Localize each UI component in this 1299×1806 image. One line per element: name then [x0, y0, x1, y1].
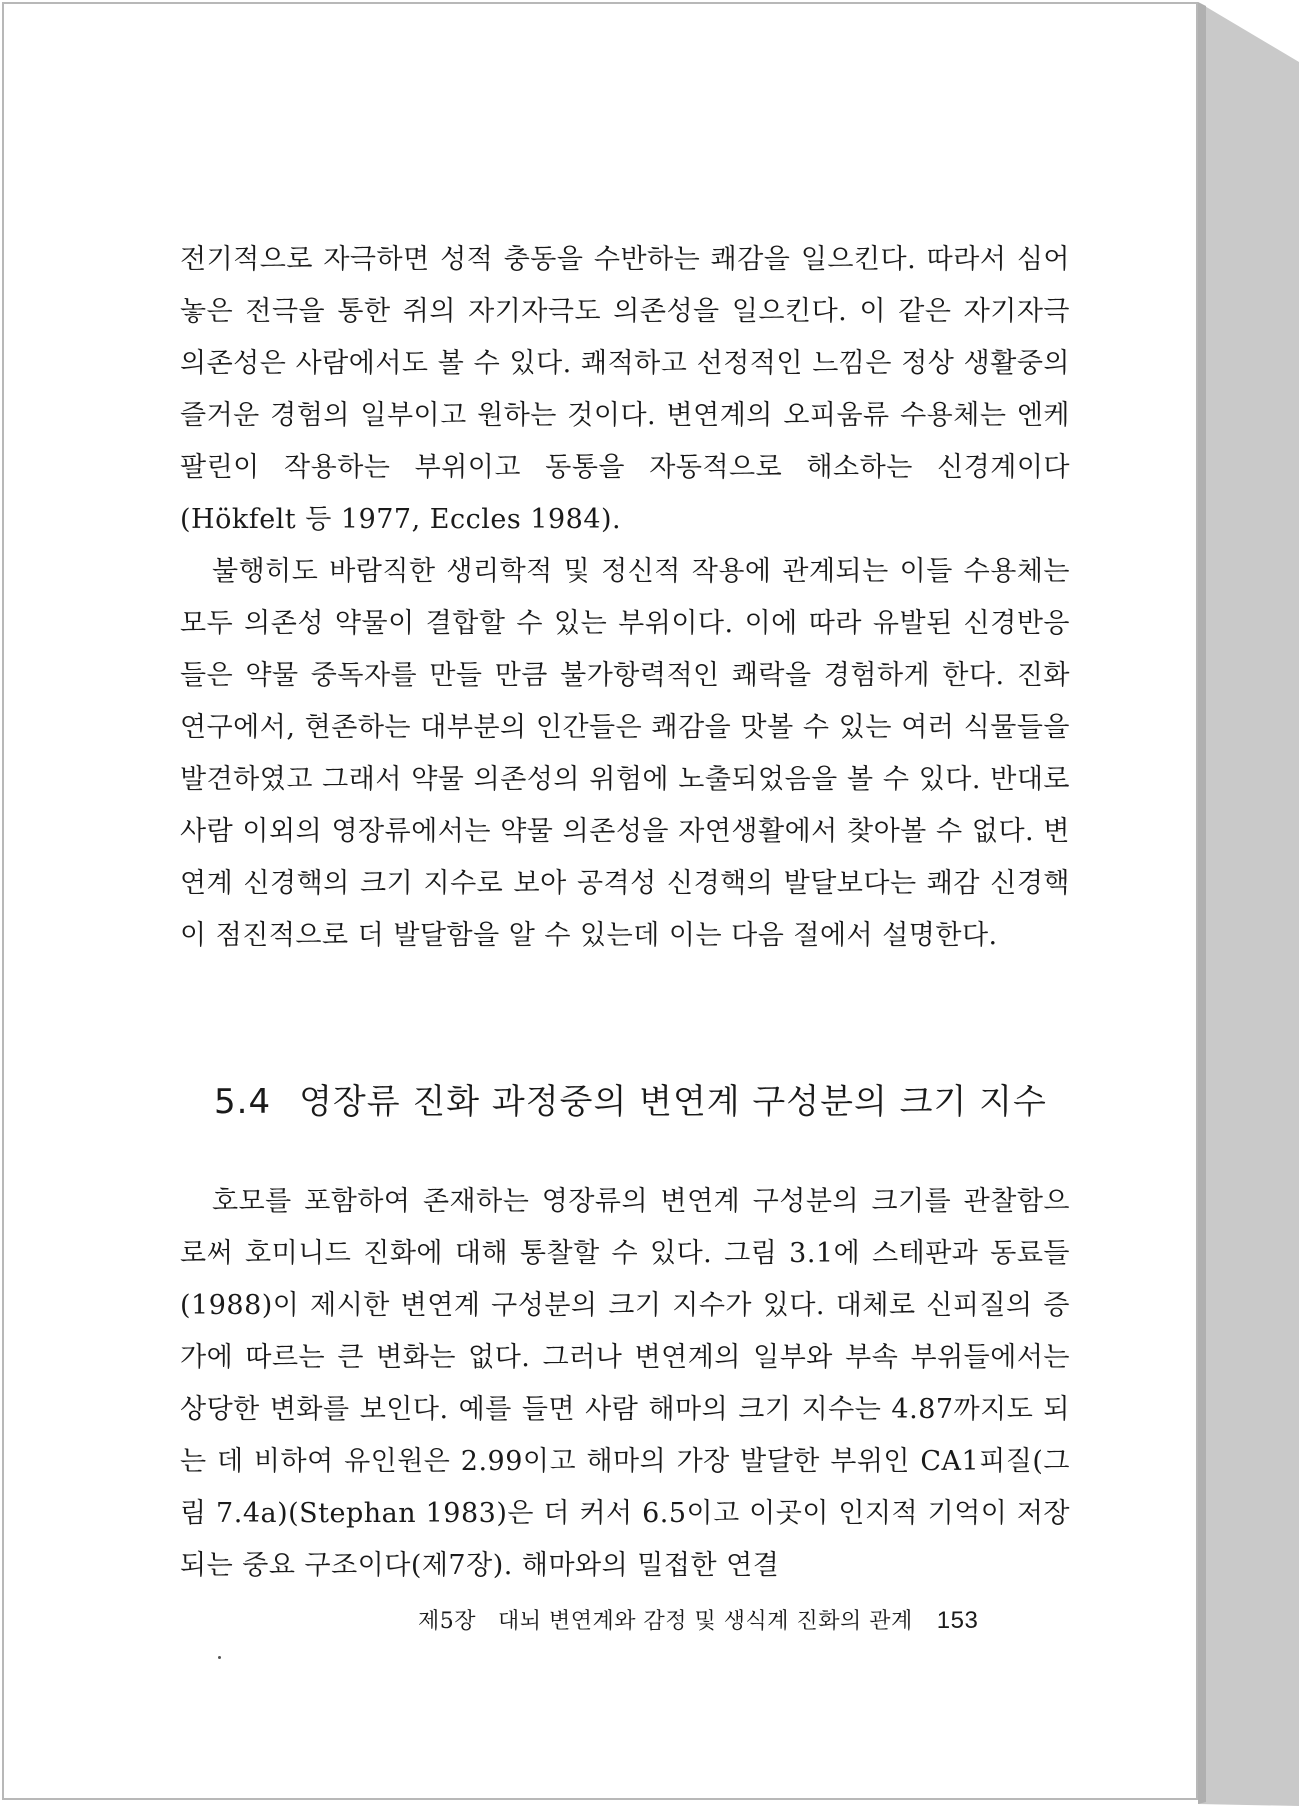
paragraph-1: 전기적으로 자극하면 성적 충동을 수반하는 쾌감을 일으킨다. 따라서 심어 놓은 전극을 통한 쥐의 자기자극도 의존성을 일으킨다. 이 같은 자기자극 의존성은 사람에서도 볼 수 있다. 쾌적하고 선정적인 느낌은 정상 생활중의 즐거운 경험의 일부이고 원하는 것이다. 변연계의 오피움류 수용체는 엔케팔린이 작용하는 부위이고 동통을 자동적으로 해소하는 신경계이다(Hökfelt 등 1977, Eccles 1984).	[180, 244, 1070, 535]
book-page	[2, 2, 1198, 1800]
section-heading	[214, 1074, 1047, 1123]
page-footer	[418, 1604, 978, 1635]
section-number: 5.4	[214, 1082, 272, 1122]
paragraph-2: 불행히도 바람직한 생리학적 및 정신적 작용에 관계되는 이들 수용체는 모두 의존성 약물이 결합할 수 있는 부위이다. 이에 따라 유발된 신경반응들은 약물 중독자를 만들 만큼 불가항력적인 쾌락을 경험하게 한다. 진화 연구에서, 현존하는 대부분의 인간들은 쾌감을 맛볼 수 있는 여러 식물들을 발견하였고 그래서 약물 의존성의 위험에 노출되었음을 볼 수 있다. 반대로 사람 이외의 영장류에서는 약물 의존성을 자연생활에서 찾아볼 수 없다. 변연계 신경핵의 크기 지수로 보아 공격성 신경핵의 발달보다는 쾌감 신경핵이 점진적으로 더 발달함을 알 수 있는데 이는 다음 절에서 설명한다.	[180, 556, 1070, 951]
page-number: 153	[936, 1607, 979, 1634]
paragraph-3: 호모를 포함하여 존재하는 영장류의 변연계 구성분의 크기를 관찰함으로써 호미니드 진화에 대해 통찰할 수 있다. 그림 3.1에 스테판과 동료들(1988)이 제시한 변연계 구성분의 크기 지수가 있다. 대체로 신피질의 증가에 따르는 큰 변화는 없다. 그러나 변연계의 일부와 부속 부위들에서는 상당한 변화를 보인다. 예를 들면 사람 해마의 크기 지수는 4.87까지도 되는 데 비하여 유인원은 2.99이고 해마의 가장 발달한 부위인 CA1피질(그림 7.4a)(Stephan 1983)은 더 커서 6.5이고 이곳이 인지적 기억이 저장되는 중요 구조이다(제7장). 해마와의 밀접한 연결	[180, 1186, 1070, 1581]
print-speck	[218, 1656, 221, 1659]
footer-chapter: 제5장	[418, 1609, 477, 1634]
footer-chapter-title: 대뇌 변연계와 감정 및 생식계 진화의 관계	[498, 1609, 913, 1634]
section-title: 영장류 진화 과정중의 변연계 구성분의 크기 지수	[299, 1082, 1047, 1122]
